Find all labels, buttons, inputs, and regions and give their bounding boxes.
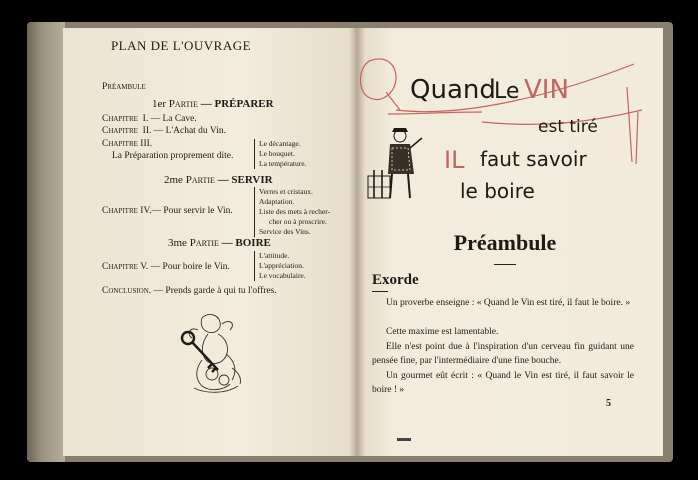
chapter-3-item: La température. — [259, 159, 307, 168]
part-2-heading: 2me Partie — SERVIR — [164, 174, 273, 186]
paragraph: Un gourmet eût écrit : « Quand le Vin est tiré, il faut savoir le boire ! » — [372, 371, 634, 395]
part-3-heading: 3me Partie — BOIRE — [168, 237, 271, 249]
paragraph: Elle n'est point due à l'inspiration d'un cerveau fin guidant une pensée fine, par l'intermédiaire d'une fine bouche. — [372, 342, 634, 366]
paragraph: Cette maxime est lamentable. — [386, 327, 499, 337]
deco-word-vin: VIN — [524, 75, 569, 105]
gentleman-wine-icon — [368, 128, 422, 198]
deco-line-le-boire: le boire — [460, 179, 535, 203]
preambule-heading: Préambule — [453, 230, 557, 255]
chapter-5-items — [254, 251, 306, 281]
chapter-3-item: Le bouquet. — [259, 149, 295, 158]
chapter-3-items — [254, 139, 306, 169]
cherub-key-sketch-icon — [172, 308, 254, 396]
spine-mark — [397, 438, 411, 441]
chapter-4-item: cher ou à proscrire. — [269, 217, 327, 226]
paragraph: Un proverbe enseigne : « Quand le Vin est tiré, il faut le boire. » — [386, 298, 631, 308]
heading-rule — [494, 264, 516, 265]
deco-word-il: IL — [444, 146, 465, 174]
deco-line-faut-savoir: faut savoir — [480, 147, 587, 171]
chapter-3-title: La Préparation proprement dite. — [112, 151, 234, 161]
chapter-4-line: Chapitre IV.— Pour servir le Vin. — [102, 206, 233, 216]
chapter-4-item: Service des Vins. — [259, 227, 311, 236]
chapter-3-line: Chapitre III. — [102, 139, 153, 149]
chapter-1-line: Chapitre I. — La Cave. — [102, 114, 197, 124]
chapter-4-item: Adaptation. — [259, 197, 295, 206]
chapter-5-line: Chapitre V. — Pour boire le Vin. — [102, 262, 230, 272]
conclusion-line: Conclusion. — Prends garde à qui tu l'offres. — [102, 286, 277, 296]
calligraphic-header — [352, 52, 652, 210]
exorde-rule — [372, 291, 388, 292]
deco-word-le: Le — [494, 79, 520, 104]
page-number: 5 — [606, 398, 611, 409]
book-cover-edge — [27, 22, 65, 462]
exorde-heading: Exorde — [372, 272, 419, 288]
preambule-label: Préambule — [102, 82, 146, 92]
deco-word-quand: Quand — [410, 75, 496, 105]
chapter-5-item: L'attitude. — [259, 251, 290, 260]
plan-title: PLAN DE L'OUVRAGE — [110, 38, 252, 53]
chapter-2-line: Chapitre II. — L'Achat du Vin. — [102, 126, 226, 136]
part-1-heading: 1er Partie — PRÉPARER — [152, 98, 274, 110]
chapter-4-items — [254, 187, 330, 237]
chapter-5-item: L'appréciation. — [259, 261, 304, 270]
chapter-4-item: Verres et cristaux. — [259, 187, 313, 196]
chapter-3-item: Le décantage. — [259, 139, 301, 148]
deco-line-est-tire: est tiré — [538, 117, 598, 137]
chapter-4-item: Liste des mets à recher- — [259, 207, 331, 216]
chapter-5-item: Le vocabulaire. — [259, 271, 306, 280]
